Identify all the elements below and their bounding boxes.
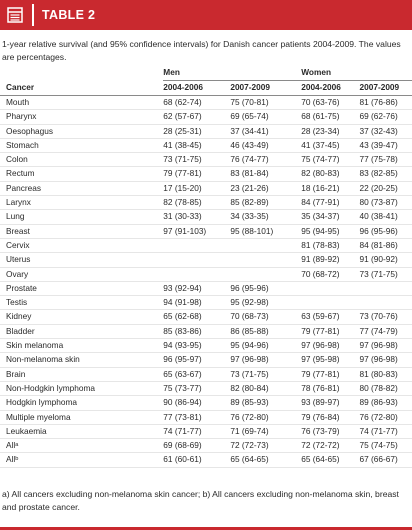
table-row: [0, 324, 412, 338]
men-2004-2006-cell: 85 (83-86): [163, 324, 230, 338]
women-2007-2009-cell: 74 (71-77): [359, 424, 412, 438]
cancer-name-cell: Lung: [0, 210, 163, 224]
table-row: [0, 410, 412, 424]
men-2004-2006-cell: 94 (93-95): [163, 339, 230, 353]
men-2007-2009-cell: 85 (82-89): [230, 196, 301, 210]
table-row: [0, 424, 412, 438]
cancer-name-cell: Stomach: [0, 138, 163, 152]
women-2004-2006-cell: 93 (89-97): [301, 396, 359, 410]
cancer-name-cell: Rectum: [0, 167, 163, 181]
women-2007-2009-cell: 67 (66-67): [359, 453, 412, 467]
women-2004-2006-cell: 18 (16-21): [301, 181, 359, 195]
women-2004-2006-cell: 76 (73-79): [301, 424, 359, 438]
column-header-men-2004-2006: 2004-2006: [163, 81, 230, 96]
table-row: [0, 181, 412, 195]
column-header-women-2004-2006: 2004-2006: [301, 81, 359, 96]
men-2007-2009-cell: 65 (64-65): [230, 453, 301, 467]
table-group-header-row: [0, 66, 412, 81]
cancer-name-cell: Colon: [0, 153, 163, 167]
women-2004-2006-cell: 91 (89-92): [301, 253, 359, 267]
cancer-name-cell: Multiple myeloma: [0, 410, 163, 424]
women-2004-2006-cell: 28 (23-34): [301, 124, 359, 138]
cancer-name-cell: Non-melanoma skin: [0, 353, 163, 367]
women-2007-2009-cell: 83 (82-85): [359, 167, 412, 181]
table-row: [0, 224, 412, 238]
men-2004-2006-cell: 65 (62-68): [163, 310, 230, 324]
cancer-name-cell: Prostate: [0, 281, 163, 295]
men-2007-2009-cell: [230, 253, 301, 267]
table-footnote: a) All cancers excluding non-melanoma skin cancer; b) All cancers excluding non-melanoma skin, breast and prostate cancer.: [2, 489, 399, 512]
women-2004-2006-cell: 84 (77-91): [301, 196, 359, 210]
table-row: [0, 296, 412, 310]
men-2004-2006-cell: 41 (38-45): [163, 138, 230, 152]
men-2004-2006-cell: 74 (71-77): [163, 424, 230, 438]
men-2007-2009-cell: 76 (74-77): [230, 153, 301, 167]
women-2004-2006-cell: [301, 296, 359, 310]
men-2004-2006-cell: 75 (73-77): [163, 381, 230, 395]
table-title: TABLE 2: [42, 8, 96, 22]
men-2004-2006-cell: 65 (63-67): [163, 367, 230, 381]
women-2007-2009-cell: 96 (95-96): [359, 224, 412, 238]
table-row: [0, 210, 412, 224]
men-2007-2009-cell: 37 (34-41): [230, 124, 301, 138]
men-2004-2006-cell: 97 (91-103): [163, 224, 230, 238]
women-2007-2009-cell: 80 (73-87): [359, 196, 412, 210]
men-2007-2009-cell: 75 (70-81): [230, 96, 301, 110]
table-row: [0, 167, 412, 181]
table-row: [0, 453, 412, 467]
men-2007-2009-cell: 97 (96-98): [230, 353, 301, 367]
men-2007-2009-cell: 95 (88-101): [230, 224, 301, 238]
women-2007-2009-cell: 73 (70-76): [359, 310, 412, 324]
cancer-name-cell: Leukaemia: [0, 424, 163, 438]
cancer-name-cell: Brain: [0, 367, 163, 381]
women-2007-2009-cell: 97 (96-98): [359, 339, 412, 353]
women-2007-2009-cell: 37 (32-43): [359, 124, 412, 138]
men-2004-2006-cell: 28 (25-31): [163, 124, 230, 138]
table-row: [0, 281, 412, 295]
column-header-men-2007-2009: 2007-2009: [230, 81, 301, 96]
table-row: [0, 310, 412, 324]
women-2007-2009-cell: 80 (78-82): [359, 381, 412, 395]
women-2007-2009-cell: 89 (86-93): [359, 396, 412, 410]
men-2007-2009-cell: 23 (21-26): [230, 181, 301, 195]
women-2007-2009-cell: 69 (62-76): [359, 110, 412, 124]
men-2004-2006-cell: [163, 267, 230, 281]
women-2007-2009-cell: 97 (96-98): [359, 353, 412, 367]
men-2004-2006-cell: [163, 238, 230, 252]
cancer-name-cell: Mouth: [0, 96, 163, 110]
women-2007-2009-cell: 84 (81-86): [359, 238, 412, 252]
women-2004-2006-cell: 72 (72-72): [301, 439, 359, 453]
group-header-women: Women: [301, 66, 412, 81]
men-2007-2009-cell: [230, 267, 301, 281]
men-2007-2009-cell: 83 (81-84): [230, 167, 301, 181]
cancer-name-cell: Ovary: [0, 267, 163, 281]
group-header-men: Men: [163, 66, 301, 81]
cancer-name-cell: Testis: [0, 296, 163, 310]
women-2004-2006-cell: 97 (95-98): [301, 353, 359, 367]
men-2004-2006-cell: 61 (60-61): [163, 453, 230, 467]
cancer-name-cell: Uterus: [0, 253, 163, 267]
men-2004-2006-cell: 90 (86-94): [163, 396, 230, 410]
table-row: [0, 439, 412, 453]
men-2007-2009-cell: 82 (80-84): [230, 381, 301, 395]
women-2007-2009-cell: 77 (74-79): [359, 324, 412, 338]
table-row: [0, 367, 412, 381]
women-2004-2006-cell: 82 (80-83): [301, 167, 359, 181]
cancer-name-cell: Allᵃ: [0, 439, 163, 453]
women-2004-2006-cell: 63 (59-67): [301, 310, 359, 324]
women-2007-2009-cell: 81 (76-86): [359, 96, 412, 110]
cancer-name-cell: Kidney: [0, 310, 163, 324]
table-row: [0, 253, 412, 267]
table-row: [0, 353, 412, 367]
cancer-name-cell: Hodgkin lymphoma: [0, 396, 163, 410]
men-2007-2009-cell: 46 (43-49): [230, 138, 301, 152]
women-2007-2009-cell: 22 (20-25): [359, 181, 412, 195]
column-header-women-2007-2009: 2007-2009: [359, 81, 412, 96]
women-2004-2006-cell: 97 (96-98): [301, 339, 359, 353]
women-2004-2006-cell: 79 (77-81): [301, 324, 359, 338]
women-2004-2006-cell: 70 (63-76): [301, 96, 359, 110]
men-2004-2006-cell: 69 (68-69): [163, 439, 230, 453]
women-2007-2009-cell: 81 (80-83): [359, 367, 412, 381]
table-row: [0, 196, 412, 210]
cancer-name-cell: Pharynx: [0, 110, 163, 124]
women-2007-2009-cell: 73 (71-75): [359, 267, 412, 281]
table-row: [0, 267, 412, 281]
women-2004-2006-cell: 65 (64-65): [301, 453, 359, 467]
men-2007-2009-cell: 34 (33-35): [230, 210, 301, 224]
men-2004-2006-cell: 96 (95-97): [163, 353, 230, 367]
cancer-name-cell: Cervix: [0, 238, 163, 252]
cancer-name-cell: Skin melanoma: [0, 339, 163, 353]
women-2004-2006-cell: 81 (78-83): [301, 238, 359, 252]
table-column-header-row: [0, 81, 412, 96]
table-row: [0, 238, 412, 252]
group-header-cancer: [0, 66, 163, 81]
cancer-name-cell: Larynx: [0, 196, 163, 210]
table-row: [0, 396, 412, 410]
men-2007-2009-cell: 73 (71-75): [230, 367, 301, 381]
women-2007-2009-cell: 40 (38-41): [359, 210, 412, 224]
women-2004-2006-cell: 78 (76-81): [301, 381, 359, 395]
women-2004-2006-cell: 35 (34-37): [301, 210, 359, 224]
table-icon: [0, 0, 30, 30]
table-row: [0, 138, 412, 152]
men-2007-2009-cell: 95 (92-98): [230, 296, 301, 310]
cancer-name-cell: Allᵇ: [0, 453, 163, 467]
women-2004-2006-cell: 68 (61-75): [301, 110, 359, 124]
table-row: [0, 96, 412, 110]
table-body: [0, 96, 412, 468]
table-row: [0, 153, 412, 167]
men-2007-2009-cell: 70 (68-73): [230, 310, 301, 324]
men-2007-2009-cell: 96 (95-96): [230, 281, 301, 295]
women-2004-2006-cell: 95 (94-95): [301, 224, 359, 238]
women-2004-2006-cell: [301, 281, 359, 295]
men-2004-2006-cell: 77 (73-81): [163, 410, 230, 424]
men-2004-2006-cell: 62 (57-67): [163, 110, 230, 124]
women-2007-2009-cell: 76 (72-80): [359, 410, 412, 424]
men-2004-2006-cell: 82 (78-85): [163, 196, 230, 210]
women-2007-2009-cell: [359, 281, 412, 295]
cancer-name-cell: Non-Hodgkin lymphoma: [0, 381, 163, 395]
survival-table: [0, 66, 412, 468]
women-2007-2009-cell: 75 (74-75): [359, 439, 412, 453]
women-2004-2006-cell: 75 (74-77): [301, 153, 359, 167]
women-2004-2006-cell: 70 (68-72): [301, 267, 359, 281]
table-row: [0, 110, 412, 124]
men-2004-2006-cell: [163, 253, 230, 267]
men-2007-2009-cell: 89 (85-93): [230, 396, 301, 410]
women-2007-2009-cell: [359, 296, 412, 310]
men-2004-2006-cell: 94 (91-98): [163, 296, 230, 310]
men-2004-2006-cell: 79 (77-81): [163, 167, 230, 181]
header-divider: [32, 4, 34, 26]
men-2007-2009-cell: 86 (85-88): [230, 324, 301, 338]
men-2007-2009-cell: 69 (65-74): [230, 110, 301, 124]
cancer-name-cell: Bladder: [0, 324, 163, 338]
men-2007-2009-cell: 76 (72-80): [230, 410, 301, 424]
men-2007-2009-cell: [230, 238, 301, 252]
women-2004-2006-cell: 79 (76-84): [301, 410, 359, 424]
women-2007-2009-cell: 77 (75-78): [359, 153, 412, 167]
table-caption: 1-year relative survival (and 95% confidence intervals) for Danish cancer patients 2004-2009. The values are percentages.: [2, 39, 401, 62]
men-2004-2006-cell: 17 (15-20): [163, 181, 230, 195]
men-2007-2009-cell: 71 (69-74): [230, 424, 301, 438]
men-2007-2009-cell: 95 (94-96): [230, 339, 301, 353]
women-2004-2006-cell: 79 (77-81): [301, 367, 359, 381]
table-header-bar: [0, 0, 412, 30]
cancer-name-cell: Pancreas: [0, 181, 163, 195]
men-2004-2006-cell: 73 (71-75): [163, 153, 230, 167]
table-row: [0, 339, 412, 353]
women-2004-2006-cell: 41 (37-45): [301, 138, 359, 152]
table-row: [0, 381, 412, 395]
cancer-name-cell: Breast: [0, 224, 163, 238]
column-header-cancer: Cancer: [0, 81, 163, 96]
women-2007-2009-cell: 43 (39-47): [359, 138, 412, 152]
men-2007-2009-cell: 72 (72-73): [230, 439, 301, 453]
men-2004-2006-cell: 31 (30-33): [163, 210, 230, 224]
cancer-name-cell: Oesophagus: [0, 124, 163, 138]
men-2004-2006-cell: 68 (62-74): [163, 96, 230, 110]
women-2007-2009-cell: 91 (90-92): [359, 253, 412, 267]
table-row: [0, 124, 412, 138]
men-2004-2006-cell: 93 (92-94): [163, 281, 230, 295]
